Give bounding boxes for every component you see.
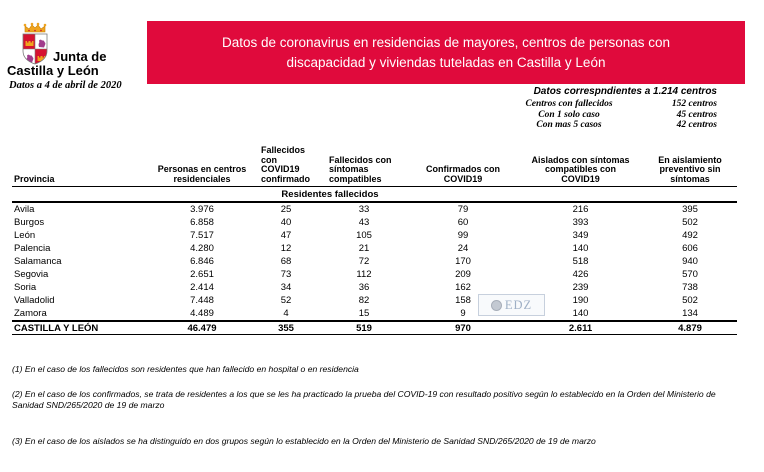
value-cell: 79 bbox=[457, 204, 469, 215]
value-cell: 170 bbox=[455, 256, 471, 267]
value-cell: 393 bbox=[572, 217, 589, 228]
value-cell: 82 bbox=[358, 295, 370, 306]
column-header: Personas en centros residenciales bbox=[157, 164, 247, 184]
centres-summary-title: Datos correspndientes a 1.214 centros bbox=[533, 86, 717, 97]
value-cell: 4.280 bbox=[190, 243, 214, 254]
value-cell: 140 bbox=[572, 308, 589, 319]
stat-value: 45 centros bbox=[676, 109, 717, 120]
value-cell: 40 bbox=[280, 217, 292, 228]
province-cell: Avila bbox=[14, 204, 35, 215]
report-date: Datos a 4 de abril de 2020 bbox=[9, 80, 122, 91]
value-cell: 140 bbox=[572, 243, 589, 254]
value-cell: 112 bbox=[356, 269, 372, 280]
value-cell: 2.651 bbox=[190, 269, 214, 280]
coat-of-arms-icon bbox=[20, 22, 50, 66]
table-row bbox=[12, 294, 737, 307]
province-cell: León bbox=[14, 230, 36, 241]
value-cell: 15 bbox=[358, 308, 370, 319]
province-cell: Palencia bbox=[14, 243, 51, 254]
table-row bbox=[12, 229, 737, 242]
total-value-cell: 355 bbox=[278, 323, 294, 334]
watermark-text: EDZ bbox=[504, 297, 533, 312]
province-cell: Valladolid bbox=[14, 295, 55, 306]
column-header-provincia: Provincia bbox=[14, 173, 55, 184]
table-row bbox=[12, 255, 737, 268]
table-row bbox=[12, 281, 737, 294]
value-cell: 518 bbox=[572, 256, 589, 267]
watermark-circle-icon bbox=[491, 300, 502, 311]
value-cell: 3.976 bbox=[190, 204, 214, 215]
value-cell: 9 bbox=[460, 308, 466, 319]
value-cell: 2.414 bbox=[190, 282, 214, 293]
header-row bbox=[12, 145, 737, 187]
total-value-cell: 4.879 bbox=[678, 323, 702, 334]
value-cell: 738 bbox=[682, 282, 698, 293]
column-header: Confirmados con COVID19 bbox=[425, 164, 500, 184]
value-cell: 43 bbox=[358, 217, 370, 228]
value-cell: 36 bbox=[358, 282, 370, 293]
value-cell: 492 bbox=[682, 230, 698, 241]
stat-row bbox=[505, 110, 717, 121]
value-cell: 52 bbox=[280, 295, 292, 306]
value-cell: 940 bbox=[682, 256, 698, 267]
total-value-cell: 2.611 bbox=[568, 323, 593, 334]
footnote-2: (2) En el caso de los confirmados, se trata de residentes a los que se les ha practicado la prueba del COVID-19 con resultado positivo según lo establecido en la Orden del Ministerio de Sanidad SND/265/2020 de 19 de marzo bbox=[12, 389, 716, 410]
value-cell: 25 bbox=[280, 204, 292, 215]
value-cell: 162 bbox=[455, 282, 471, 293]
province-cell: Burgos bbox=[14, 217, 45, 228]
table-row bbox=[12, 242, 737, 255]
column-header: Fallecidos con síntomas compatibles bbox=[329, 154, 392, 184]
value-cell: 47 bbox=[280, 230, 292, 241]
value-cell: 72 bbox=[358, 256, 370, 267]
column-header: Fallecidos con COVID19 confirmado bbox=[261, 145, 311, 184]
logo-org-line1: Junta de bbox=[53, 49, 107, 64]
value-cell: 33 bbox=[358, 204, 370, 215]
value-cell: 426 bbox=[572, 269, 589, 280]
provinces-table bbox=[12, 145, 737, 335]
total-province-cell: CASTILLA Y LEÓN bbox=[14, 323, 99, 334]
report-title: Datos de coronavirus en residencias de mayores, centros de personas con discapacidad y viviendas tuteladas en Castilla y León bbox=[222, 34, 670, 70]
value-cell: 12 bbox=[280, 243, 292, 254]
column-header: En aislamiento preventivo sin síntomas bbox=[658, 154, 722, 184]
centres-summary bbox=[505, 86, 717, 131]
value-cell: 190 bbox=[572, 295, 589, 306]
subheader-row bbox=[12, 187, 737, 203]
subheader-label: Residentes fallecidos bbox=[281, 189, 379, 200]
value-cell: 7.517 bbox=[190, 230, 214, 241]
total-value-cell: 46.479 bbox=[187, 323, 217, 334]
value-cell: 21 bbox=[358, 243, 370, 254]
total-row bbox=[12, 320, 737, 335]
value-cell: 105 bbox=[356, 230, 372, 241]
value-cell: 502 bbox=[682, 295, 698, 306]
stat-label: Con mas 5 casos bbox=[536, 120, 602, 130]
edz-watermark bbox=[478, 294, 545, 316]
column-header: Aislados con síntomas compatibles con COVID19 bbox=[531, 154, 630, 184]
table-row bbox=[12, 268, 737, 281]
value-cell: 60 bbox=[457, 217, 469, 228]
footnotes bbox=[12, 364, 748, 447]
table-row bbox=[12, 307, 737, 320]
value-cell: 7.448 bbox=[190, 295, 214, 306]
value-cell: 24 bbox=[457, 243, 469, 254]
stat-value: 42 centros bbox=[676, 120, 717, 130]
value-cell: 4 bbox=[283, 308, 289, 319]
value-cell: 6.846 bbox=[190, 256, 214, 267]
value-cell: 99 bbox=[457, 230, 469, 241]
stat-label: Con 1 solo caso bbox=[538, 109, 600, 120]
value-cell: 134 bbox=[682, 308, 698, 319]
stat-row bbox=[505, 99, 717, 110]
value-cell: 34 bbox=[280, 282, 292, 293]
total-value-cell: 970 bbox=[455, 323, 471, 334]
value-cell: 209 bbox=[455, 269, 471, 280]
total-value-cell: 519 bbox=[356, 323, 372, 334]
logo-org-line2: Castilla y León bbox=[7, 63, 99, 78]
value-cell: 502 bbox=[682, 217, 698, 228]
province-cell: Salamanca bbox=[14, 256, 62, 267]
value-cell: 6.858 bbox=[190, 217, 214, 228]
footnote-3: (3) En el caso de los aislados se ha distinguido en dos grupos según lo establecido en la Orden del Ministerio de Sanidad SND/265/2020 de 19 de marzo bbox=[12, 436, 596, 446]
value-cell: 349 bbox=[572, 230, 589, 241]
province-cell: Soria bbox=[14, 282, 37, 293]
stat-row bbox=[505, 120, 717, 131]
value-cell: 158 bbox=[455, 295, 471, 306]
value-cell: 73 bbox=[280, 269, 292, 280]
table-row bbox=[12, 203, 737, 216]
value-cell: 68 bbox=[280, 256, 292, 267]
footnote-1: (1) En el caso de los fallecidos son residentes que han fallecido en hospital o en residencia bbox=[12, 364, 359, 374]
stat-value: 152 centros bbox=[671, 99, 717, 109]
value-cell: 216 bbox=[572, 204, 589, 215]
value-cell: 606 bbox=[682, 243, 698, 254]
value-cell: 239 bbox=[572, 282, 589, 293]
province-cell: Zamora bbox=[14, 308, 47, 319]
value-cell: 570 bbox=[682, 269, 698, 280]
table-row bbox=[12, 216, 737, 229]
value-cell: 4.489 bbox=[190, 308, 214, 319]
report-title-banner bbox=[147, 21, 745, 84]
value-cell: 395 bbox=[682, 204, 698, 215]
province-cell: Segovia bbox=[14, 269, 49, 280]
stat-label: Centros con fallecidos bbox=[525, 99, 613, 109]
